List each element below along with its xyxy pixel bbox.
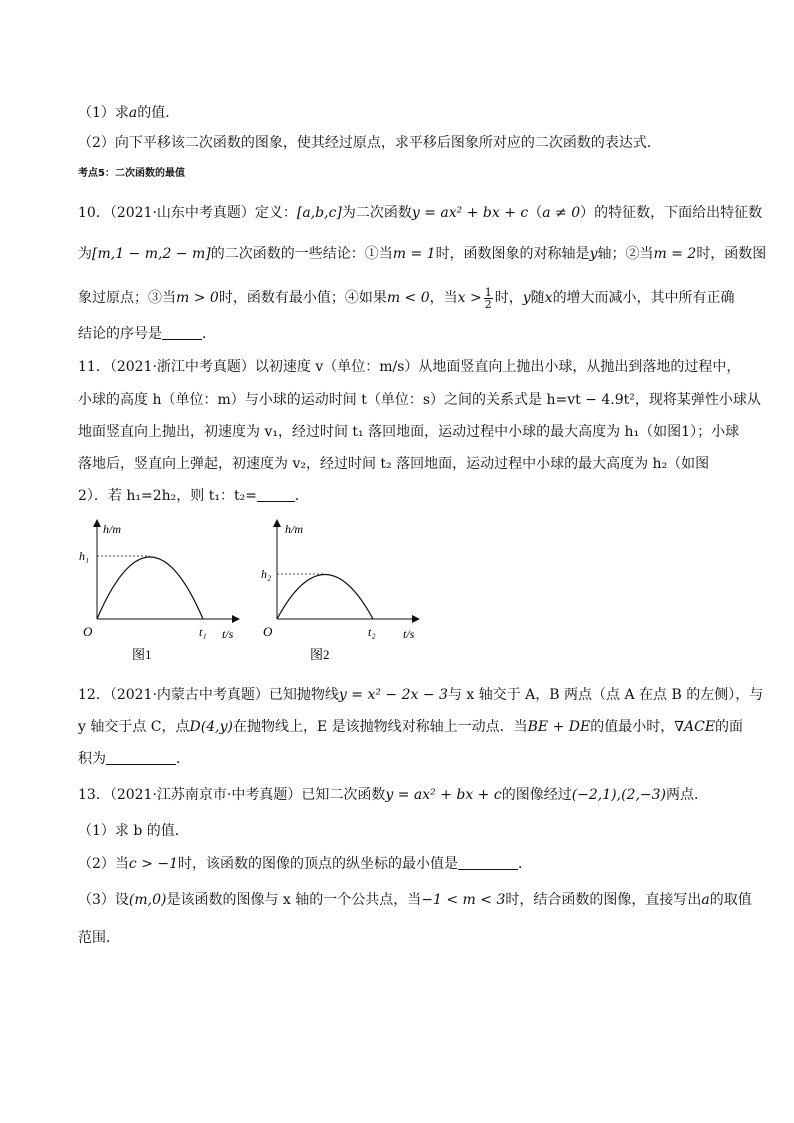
- q10-feature-number: [m,1 − m,2 − m]: [92, 246, 211, 262]
- y-axis-label: h/m: [285, 522, 303, 536]
- q10-text: 的增大而减小，其中所有正确: [552, 290, 735, 306]
- q11-line2: 小球的高度 h（单位：m）与小球的运动时间 t（单位：s）之间的关系式是 h=vt − 4.9t²，现将某弹性小球从: [78, 392, 761, 408]
- q10-text: 时，: [494, 290, 523, 306]
- q13-part2: [78, 854, 532, 874]
- q11-text: ．: [294, 488, 309, 504]
- q10-text: 轴；②当: [597, 246, 654, 262]
- fraction-one-half: [484, 287, 493, 310]
- answer-blank[interactable]: [458, 855, 518, 870]
- q13-text: 时，结合函数的图像，直接写出: [505, 892, 702, 908]
- q11-line3: 地面竖直向上抛出，初速度为 v₁，经过时间 t₁ 落回地面，运动过程中小球的最大高度为 h₁（如图1）；小球: [78, 424, 740, 440]
- fraction-numerator: 1: [484, 285, 492, 299]
- q9-part1-var: a: [128, 105, 138, 121]
- q12-math: D(4,y): [189, 719, 233, 735]
- figure-caption: 图2: [310, 647, 330, 662]
- q10-text: 结论的序号是: [78, 326, 162, 342]
- q10-math: y: [589, 246, 598, 262]
- q13-text: 13．（2021·江苏南京市·中考真题）已知二次函数: [78, 787, 386, 803]
- q12-line1: [78, 685, 763, 705]
- q13-text: 是该函数的图像与 x 轴的一个公共点，当: [166, 892, 422, 908]
- q10-text: （: [528, 205, 543, 221]
- q10-text: ，当: [429, 290, 458, 306]
- q13-math: −1 < m < 3: [421, 892, 506, 908]
- q10-math: y: [522, 290, 531, 306]
- q13-text: 的图像经过: [501, 787, 572, 803]
- end-time-label: t₂: [368, 625, 376, 639]
- q10-line2: [78, 244, 766, 264]
- q10-line1: [78, 203, 762, 223]
- q11-line5: [78, 486, 309, 506]
- q13-text: 的取值: [709, 892, 752, 908]
- origin-label: O: [83, 624, 93, 639]
- q11-line1: 11．（2021·浙江中考真题）以初速度 v（单位：m/s）从地面竖直向上抛出小球，从抛出到落地的过程中，: [78, 359, 741, 375]
- q13-line1: [78, 785, 708, 805]
- end-time-label: t₁: [199, 625, 207, 639]
- x-axis-label: t/s: [222, 627, 234, 641]
- q10-math: x: [544, 290, 553, 306]
- q12-text: 在抛物线上，E 是该抛物线对称轴上一动点．当: [232, 719, 528, 735]
- q12-formula: y = x² − 2x − 3: [338, 687, 448, 703]
- q12-line2: [78, 717, 743, 737]
- q12-text: 12．（2021·内蒙古中考真题）已知抛物线: [78, 687, 339, 703]
- figure-2: [250, 515, 435, 670]
- figure-1: [70, 515, 255, 670]
- q11-text: 2）．若 h₁=2h₂，则 t₁：t₂=: [78, 488, 257, 504]
- q10-math: x >: [457, 290, 482, 306]
- q10-math: m < 0: [386, 290, 430, 306]
- q10-head: 10．（2021·山东中考真题）定义：: [78, 205, 297, 221]
- q13-formula: y = ax² + bx + c: [385, 787, 502, 803]
- q12-text: ．: [176, 751, 190, 767]
- q13-math: a: [701, 892, 710, 908]
- q10-text: 为: [78, 246, 92, 262]
- q10-condition: a ≠ 0: [542, 205, 581, 221]
- peak-label: h₂: [261, 567, 272, 581]
- answer-blank[interactable]: [162, 325, 202, 340]
- q9-part1-end: 的值．: [137, 105, 180, 121]
- parabola-curve: [97, 557, 203, 619]
- y-axis-label: h/m: [103, 522, 121, 536]
- q12-text: 的值最小时，: [590, 719, 675, 735]
- q12-text: y 轴交于点 C，点: [78, 719, 190, 735]
- q13-text: 时，该函数的图像的顶点的纵坐标的最小值是: [178, 856, 459, 872]
- q13-text: （3）设: [78, 892, 129, 908]
- q13-math: c > −1: [128, 856, 179, 872]
- answer-blank[interactable]: [106, 750, 176, 765]
- q12-math: ∇ACE: [674, 719, 716, 735]
- q13-part3: [78, 890, 752, 910]
- q13-part3-cont: 范围．: [78, 930, 120, 946]
- q12-text: 与 x 轴交于 A，B 两点（点 A 在点 B 的左侧），与: [447, 687, 764, 703]
- q13-text: 两点．: [666, 787, 708, 803]
- q9-part1: [78, 103, 179, 123]
- q10-text: 随: [530, 290, 545, 306]
- q10-math: m > 0: [176, 290, 219, 306]
- q12-text: 的面: [715, 719, 744, 735]
- q12-math: BE + DE: [527, 719, 591, 735]
- q13-math: (m,0): [128, 892, 167, 908]
- q12-text: 积为: [78, 751, 106, 767]
- q10-text: 时，函数有最小值；④如果: [218, 290, 387, 306]
- peak-label: h₁: [79, 549, 90, 563]
- q13-part1: （1）求 b 的值．: [78, 823, 189, 839]
- q10-math: m = 1: [392, 246, 436, 262]
- q10-line3: [78, 284, 735, 312]
- q11-line4: 落地后，竖直向上弹起，初速度为 v₂，经过时间 t₂ 落回地面，运动过程中小球的最大高度为 h₂（如图: [78, 456, 710, 472]
- origin-label: O: [263, 624, 273, 639]
- x-axis-label: t/s: [403, 627, 415, 641]
- q13-text: ．: [518, 856, 533, 872]
- q10-text: ．: [202, 326, 216, 342]
- q10-text: 为二次函数: [341, 205, 412, 221]
- answer-blank[interactable]: [257, 487, 295, 502]
- q9-part2: （2）向下平移该二次函数的图象，使其经过原点，求平移后图象所对应的二次函数的表达式．: [78, 135, 661, 151]
- figure-caption: 图1: [132, 647, 152, 662]
- q12-line3: [78, 749, 190, 769]
- q10-text: 时，函数图: [696, 246, 767, 262]
- q9-part1-text: （1）求: [78, 105, 129, 121]
- q10-text: ）的特征数，下面给出特征数: [580, 205, 763, 221]
- q13-points: (−2,1),(2,−3): [571, 787, 666, 803]
- q10-text: 的二次函数的一些结论：①当: [210, 246, 393, 262]
- q10-line4: [78, 324, 216, 344]
- q10-formula: y = ax² + bx + c: [411, 205, 529, 221]
- q10-notation: [a,b,c]: [296, 205, 342, 221]
- q10-text: 时，函数图象的对称轴是: [435, 246, 590, 262]
- q13-text: （2）当: [78, 856, 129, 872]
- parabola-curve: [277, 575, 373, 620]
- section-title: 考点5：二次函数的最值: [78, 168, 185, 179]
- fraction-denominator: 2: [484, 297, 492, 311]
- q10-math: m = 2: [653, 246, 697, 262]
- q10-text: 象过原点；③当: [78, 290, 176, 306]
